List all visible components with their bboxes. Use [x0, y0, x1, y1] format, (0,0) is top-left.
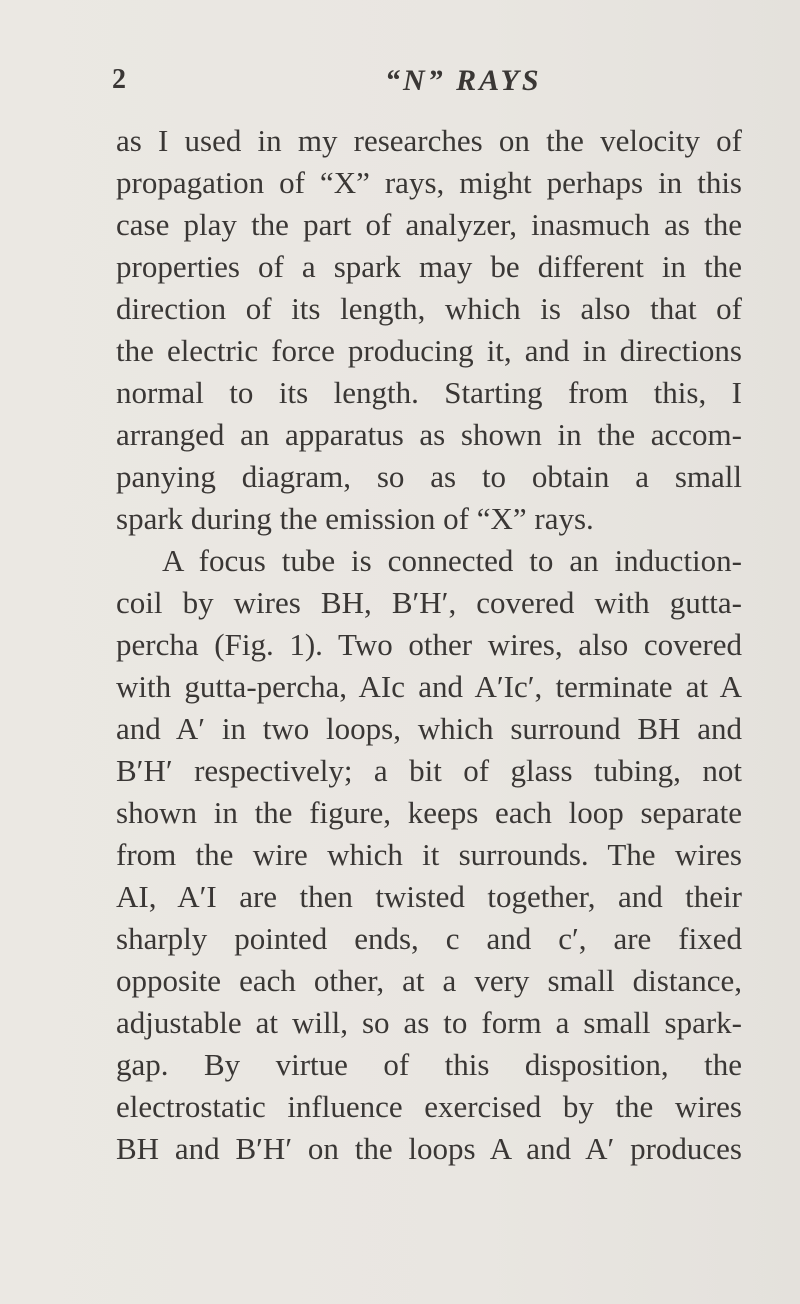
text-line: B′H′ respectively; a bit of glass tubing, not: [116, 753, 742, 788]
text-line: percha (Fig. 1). Two other wires, also covered: [116, 627, 742, 662]
text-line: direction of its length, which is also that of: [116, 291, 742, 326]
text-line: adjustable at will, so as to form a small spark-: [116, 1005, 742, 1040]
body-text: [116, 120, 742, 1170]
text-line: electrostatic influence exercised by the wires: [116, 1089, 742, 1124]
text-line: panying diagram, so as to obtain a small: [116, 459, 742, 494]
text-line: BH and B′H′ on the loops A and A′ produces: [116, 1131, 742, 1166]
text-line: with gutta-percha, AIc and A′Ic′, terminate at A: [116, 669, 742, 704]
text-line: normal to its length. Starting from this, I: [116, 375, 742, 410]
text-line: case play the part of analyzer, inasmuch as the: [116, 207, 742, 242]
running-title: “N” RAYS: [385, 64, 542, 97]
text-line: opposite each other, at a very small distance,: [116, 963, 742, 998]
text-line: sharply pointed ends, c and c′, are fixed: [116, 921, 742, 956]
text-line: gap. By virtue of this disposition, the: [116, 1047, 742, 1082]
text-line: and A′ in two loops, which surround BH and: [116, 711, 742, 746]
text-line: as I used in my researches on the velocity of: [116, 123, 742, 158]
text-line: the electric force producing it, and in directions: [116, 333, 742, 368]
text-line: shown in the figure, keeps each loop separate: [116, 795, 742, 830]
text-line: A focus tube is connected to an induction-: [162, 543, 742, 578]
text-line: spark during the emission of “X” rays.: [116, 501, 594, 536]
text-line: properties of a spark may be different in the: [116, 249, 742, 284]
text-line: coil by wires BH, B′H′, covered with gutta-: [116, 585, 742, 620]
text-line: propagation of “X” rays, might perhaps in this: [116, 165, 742, 200]
page-header: [0, 64, 800, 104]
text-line: arranged an apparatus as shown in the accom-: [116, 417, 742, 452]
text-line: AI, A′I are then twisted together, and their: [116, 879, 742, 914]
page-number: 2: [112, 64, 126, 95]
text-line: from the wire which it surrounds. The wires: [116, 837, 742, 872]
